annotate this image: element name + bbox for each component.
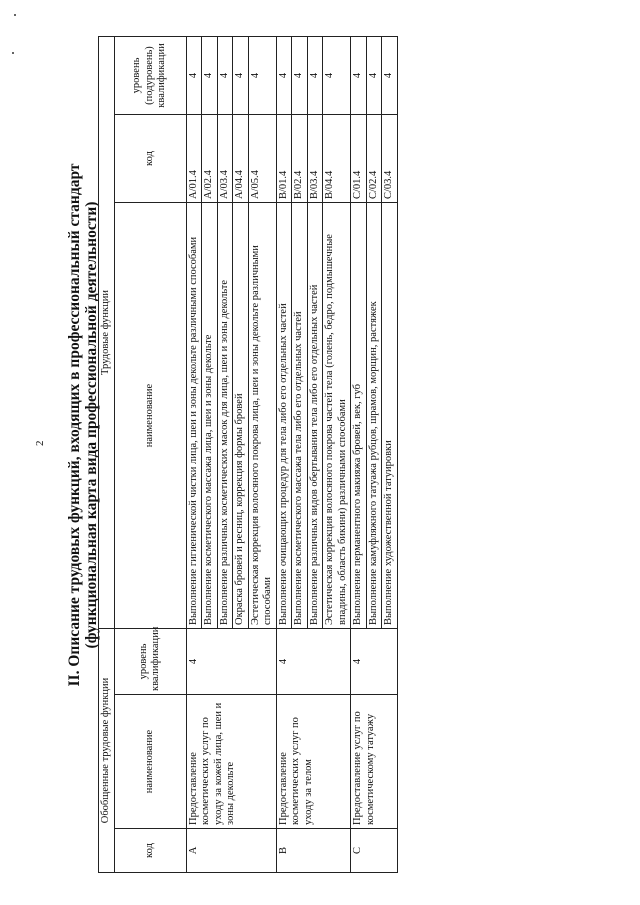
function-name: Выполнение различных косметических масок для лица, шеи и зоны декольте bbox=[217, 203, 233, 629]
function-name: Эстетическая коррекция волосяного покрова лица, шеи и зоны декольте различными способами bbox=[248, 203, 276, 629]
function-level: 4 bbox=[276, 36, 292, 114]
table-row bbox=[351, 36, 367, 872]
function-level: 4 bbox=[323, 36, 351, 114]
function-code: A/02.4 bbox=[202, 115, 218, 203]
function-level: 4 bbox=[233, 36, 249, 114]
function-level: 4 bbox=[292, 36, 308, 114]
header-labor-level: уровень (подуровень) квалификации bbox=[114, 36, 186, 114]
header-generalized-functions: Обобщенные трудовые функции bbox=[99, 629, 115, 873]
group-code: B bbox=[276, 829, 351, 873]
function-level: 4 bbox=[217, 36, 233, 114]
function-code: A/03.4 bbox=[217, 115, 233, 203]
function-code: B/03.4 bbox=[307, 115, 323, 203]
page-number: 2 bbox=[34, 440, 46, 446]
function-code: B/04.4 bbox=[323, 115, 351, 203]
function-level: 4 bbox=[307, 36, 323, 114]
function-name: Выполнение гигиенической чистки лица, шеи и зоны декольте различными способами bbox=[186, 203, 202, 629]
function-name: Выполнение очищающих процедур для тела либо его отдельных частей bbox=[276, 203, 292, 629]
function-code: C/02.4 bbox=[366, 115, 382, 203]
function-name: Выполнение различных видов обертывания тела либо его отдельных частей bbox=[307, 203, 323, 629]
header-name: наименование bbox=[114, 695, 186, 829]
group-level: 4 bbox=[186, 629, 276, 695]
function-code: C/01.4 bbox=[351, 115, 367, 203]
function-name: Выполнение косметического массажа тела либо его отдельных частей bbox=[292, 203, 308, 629]
group-name: Предоставление косметических услуг по уходу за телом bbox=[276, 695, 351, 829]
group-code: C bbox=[351, 829, 398, 873]
table-row bbox=[276, 36, 292, 872]
function-level: 4 bbox=[186, 36, 202, 114]
function-code: B/02.4 bbox=[292, 115, 308, 203]
section-heading bbox=[66, 5, 100, 845]
function-name: Окраска бровей и ресниц, коррекция формы бровей bbox=[233, 203, 249, 629]
function-level: 4 bbox=[351, 36, 367, 114]
header-labor-functions: Трудовые функции bbox=[99, 36, 115, 628]
function-name: Выполнение перманентного макияжа бровей, век, губ bbox=[351, 203, 367, 629]
group-name: Предоставление косметических услуг по уходу за кожей лица, шеи и зоны декольте bbox=[186, 695, 276, 829]
function-name: Выполнение камуфляжного татуажа рубцов, шрамов, морщин, растяжек bbox=[366, 203, 382, 629]
function-level: 4 bbox=[202, 36, 218, 114]
group-name: Предоставление услуг по косметическому татуажу bbox=[351, 695, 398, 829]
function-name: Эстетическая коррекция волосяного покрова частей тела (голень, бедро, подмышечные впадины, область бикини) различными способами bbox=[323, 203, 351, 629]
labor-functions-table bbox=[98, 36, 398, 873]
group-level: 4 bbox=[351, 629, 398, 695]
group-code: A bbox=[186, 829, 276, 873]
header-labor-code: код bbox=[114, 115, 186, 203]
table-row bbox=[186, 36, 202, 872]
function-level: 4 bbox=[248, 36, 276, 114]
heading-line-1: II. Описание трудовых функций, входящих в профессиональный стандарт bbox=[66, 163, 83, 687]
header-code: код bbox=[114, 829, 186, 873]
function-code: B/01.4 bbox=[276, 115, 292, 203]
function-code: C/03.4 bbox=[382, 115, 398, 203]
function-code: A/01.4 bbox=[186, 115, 202, 203]
function-code: A/05.4 bbox=[248, 115, 276, 203]
header-level: уровень квалификации bbox=[114, 629, 186, 695]
heading-line-2: (функциональная карта вида профессиональной деятельности) bbox=[83, 201, 100, 649]
function-code: A/04.4 bbox=[233, 115, 249, 203]
header-labor-name: наименование bbox=[114, 203, 186, 629]
function-level: 4 bbox=[382, 36, 398, 114]
function-level: 4 bbox=[366, 36, 382, 114]
function-name: Выполнение косметического массажа лица, шеи и зоны декольте bbox=[202, 203, 218, 629]
function-name: Выполнение художественной татуировки bbox=[382, 203, 398, 629]
group-level: 4 bbox=[276, 629, 351, 695]
